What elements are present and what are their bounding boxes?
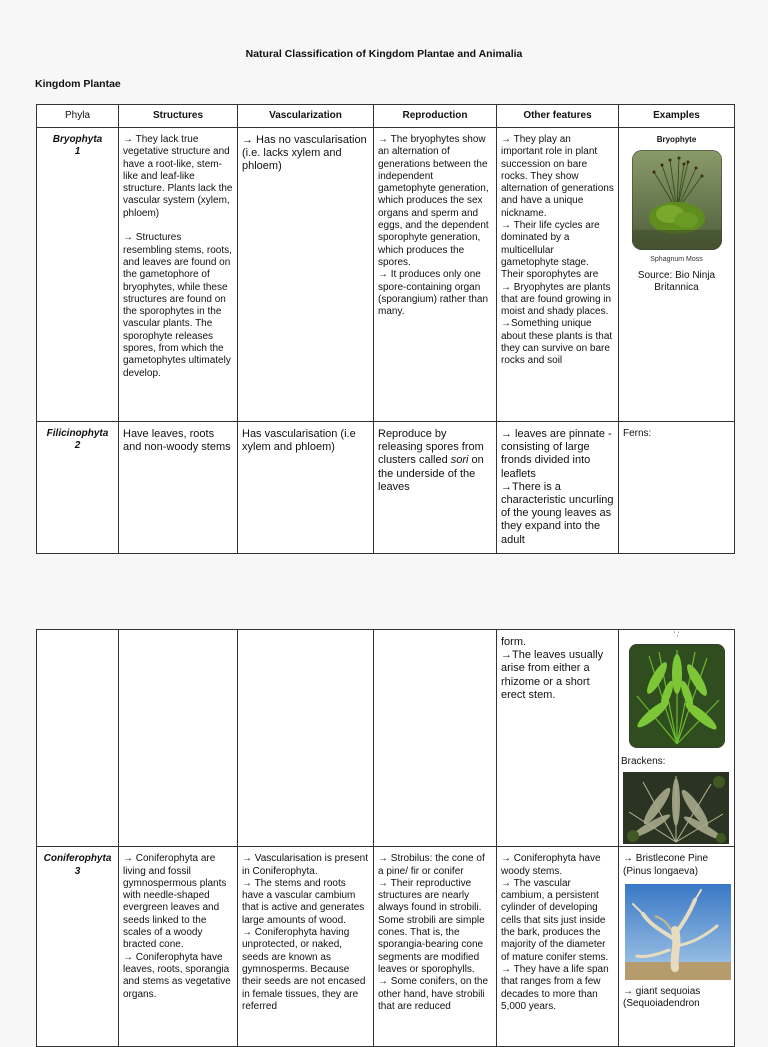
examples-cell: [619, 630, 735, 847]
vascularization-cell: → Has no vascularisation (i.e. lacks xylem and phloem): [238, 128, 374, 422]
bracken-image: [623, 772, 729, 844]
example-source: Source: Bio Ninja Britannica: [637, 269, 716, 293]
example-bristlecone: → Bristlecone Pine (Pinus longaeva): [623, 853, 709, 877]
phylum-number: 3: [74, 865, 81, 877]
other-features-cell: → leaves are pinnate - consisting of large fronds divided into leaflets →There is a characteristic uncurling of the young leaves as they expand into the adult: [497, 422, 619, 554]
phylum-number: 2: [74, 440, 81, 452]
vascularization-cell: → Vascularisation is present in Coniferophyta. → The stems and roots have a vascular cambium that is active and generates large amounts of wood. → Coniferophyta having unprotected, or naked, seeds are known as gymnosperms. Because their seeds are not encased in female tissues, they are referred: [238, 847, 374, 1047]
phylum-name: Filicinophyta: [46, 428, 109, 439]
other-features-cell: → Coniferophyta have woody stems. → The vascular cambium, a persistent cylinder of developing cells that sits just inside the bark, produces the majority of the diameter of mature conifer stems. → They have a life span that ranges from a few decades to more than 5,000 years.: [497, 847, 619, 1047]
other-features-cell: form. →The leaves usually arise from either a rhizome or a short erect stem.: [497, 630, 619, 847]
table-row: [37, 847, 735, 1047]
fern-image: [629, 644, 725, 748]
phylum-cell: [37, 422, 119, 554]
sphagnum-moss-image: [632, 150, 722, 250]
section-heading: Kingdom Plantae: [35, 78, 121, 90]
example-sequoia: → giant sequoias (Sequoiadendron: [623, 985, 701, 1010]
brackens-label: Brackens:: [621, 756, 666, 767]
classification-table-part2: [36, 629, 735, 1047]
header-vascularization: Vascularization: [238, 105, 374, 128]
document-title: Natural Classification of Kingdom Plantae and Animalia: [245, 48, 523, 60]
structures-cell: [119, 630, 238, 847]
table-row: [37, 630, 735, 847]
reproduction-cell: [374, 630, 497, 847]
reproduction-cell: → The bryophytes show an alternation of generations between the independent gametophyte generation, which produces the sex organs and sperm and eggs, and the dependent sporophyte generation, which produces the spores. → It produces only one spore-containing organ (sporangium) rather than many.: [374, 128, 497, 422]
examples-cell: [619, 128, 735, 422]
reproduction-cell: [374, 422, 497, 554]
structures-cell: → They lack true vegetative structure and have a root-like, stem-like and leaf-like structure. Plants lack the vascular system (xylem, phloem) → Structures resembling stems, roots, and leaves are found on the gametophore of bryophytes, while these structures are found on the sporophytes in the vascular plants. The sporophyte releases spores, from which the gametophytes ultimately develop.: [119, 128, 238, 422]
other-features-cell: → They play an important role in plant succession on bare rocks. They show alternation of generations and have a unique nickname. → Their life cycles are dominated by a multicellular gametophyte stage. Their sporophytes are → Bryophytes are plants that are found growing in moist and shady places. →Something unique about these plants is that they can survive on bare rocks and soil: [497, 128, 619, 422]
phylum-number: 1: [74, 146, 81, 158]
bristlecone-pine-image: [625, 884, 731, 980]
reproduction-cell: → Strobilus: the cone of a pine/ fir or conifer → Their reproductive structures are nearly always found in strobili. Some strobili are simple cones. That is, the sporangia-bearing cone segments are modified leaves or sporophylls. → Some conifers, on the other hand, have strobili that are reduced: [374, 847, 497, 1047]
structures-cell: → Coniferophyta are living and fossil gymnospermous plants with needle-shaped evergreen leaves and seeds linked to the scales of a woody bracted cone. → Coniferophyta have leaves, roots, sporangia and stems as vegetative organs.: [119, 847, 238, 1047]
reproduction-text-end: on the underside of the leaves: [378, 454, 484, 493]
vascularization-cell: Has vascularisation (i.e xylem and phloem): [238, 422, 374, 554]
structures-cell: Have leaves, roots and non-woody stems: [119, 422, 238, 554]
tick-mark: ' ,': [673, 632, 680, 638]
table-header-row: [37, 105, 735, 128]
classification-table-part1: [36, 104, 735, 554]
phylum-cell: [37, 630, 119, 847]
examples-cell: Ferns:: [619, 422, 735, 554]
phylum-name: Coniferophyta: [43, 853, 112, 865]
phylum-name: Bryophyta: [52, 134, 103, 145]
header-other-features: Other features: [497, 105, 619, 128]
header-reproduction: Reproduction: [374, 105, 497, 128]
example-heading: Bryophyte: [656, 135, 697, 144]
example-caption: Sphagnum Moss: [650, 256, 703, 264]
header-examples: Examples: [619, 105, 735, 128]
table-row: [37, 128, 735, 422]
reproduction-text: Reproduce by releasing spores from clusters called: [378, 428, 484, 467]
table-row: [37, 422, 735, 554]
header-structures: Structures: [119, 105, 238, 128]
reproduction-term: sori: [450, 454, 469, 467]
header-phyla: Phyla: [37, 105, 119, 128]
examples-cell: [619, 847, 735, 1047]
vascularization-cell: [238, 630, 374, 847]
phylum-cell: [37, 847, 119, 1047]
phylum-cell: [37, 128, 119, 422]
